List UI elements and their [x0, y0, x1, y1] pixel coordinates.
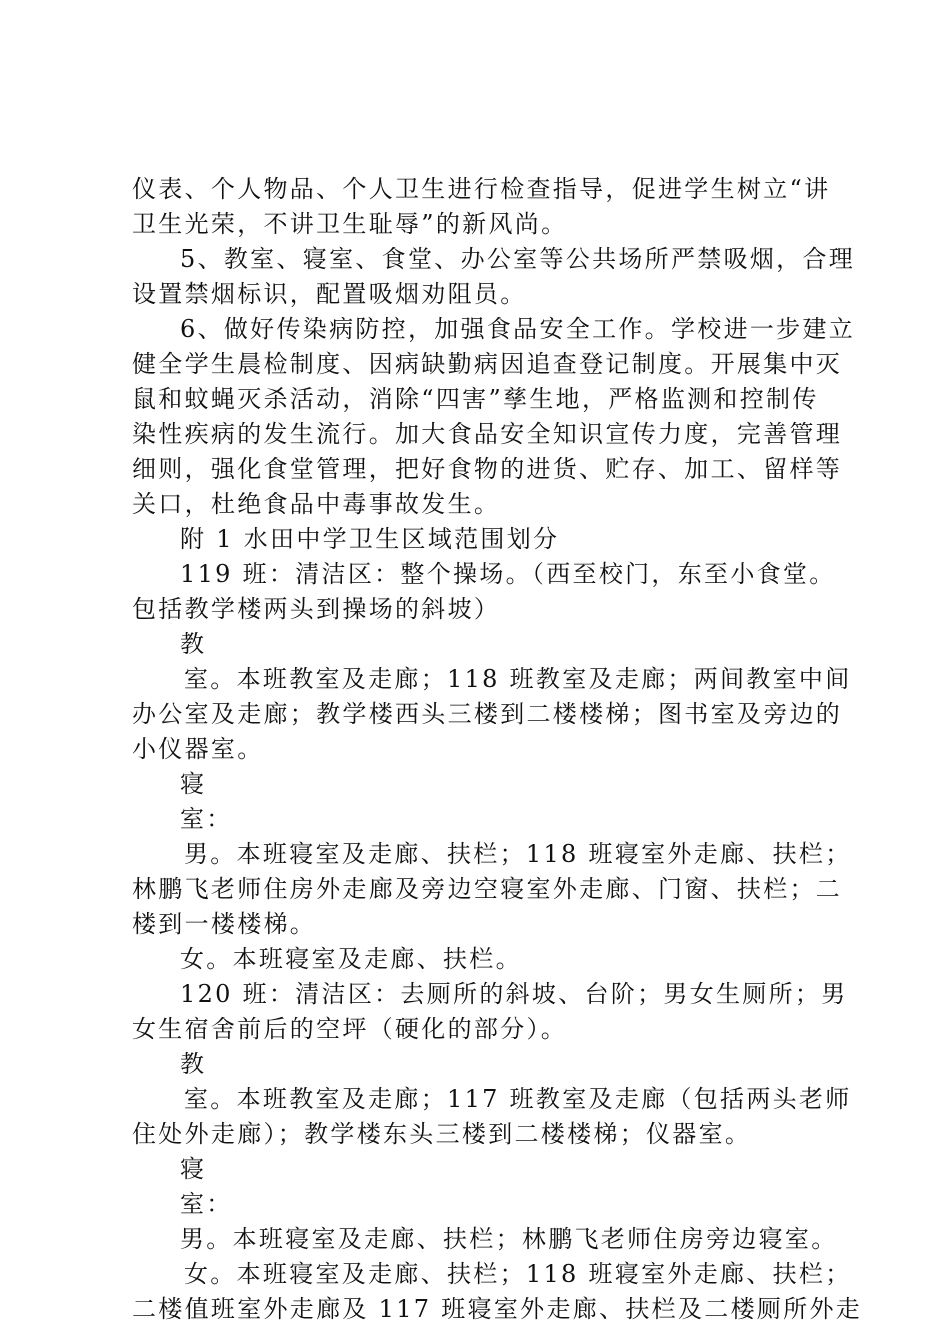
text-line: 室。本班教室及走廊；117 班教室及走廊（包括两头老师 — [184, 1085, 852, 1113]
text-line: 教 — [180, 1050, 207, 1078]
text-line: 楼到一楼楼梯。 — [132, 910, 317, 938]
text-line: 健全学生晨检制度、因病缺勤病因追查登记制度。开展集中灭 — [132, 350, 843, 378]
text-line: 女。本班寝室及走廊、扶栏；118 班寝室外走廊、扶栏； — [184, 1260, 852, 1288]
text-line: 关口，杜绝食品中毒事故发生。 — [132, 490, 501, 518]
text-line: 119 班：清洁区：整个操场。（西至校门，东至小食堂。 — [180, 560, 836, 588]
text-line: 120 班：清洁区：去厕所的斜坡、台阶；男女生厕所；男 — [180, 980, 848, 1008]
text-line: 林鹏飞老师住房外走廊及旁边空寝室外走廊、门窗、扶栏；二 — [132, 875, 843, 903]
document-body — [132, 172, 863, 1327]
text-line: 办公室及走廊；教学楼西头三楼到二楼楼梯；图书室及旁边的 — [132, 700, 843, 728]
text-line: 二楼值班室外走廊及 117 班寝室外走廊、扶栏及二楼厕所外走 — [132, 1295, 863, 1323]
text-line: 染性疾病的发生流行。加大食品安全知识宣传力度，完善管理 — [132, 420, 843, 448]
text-line: 卫生光荣，不讲卫生耻辱”的新风尚。 — [132, 210, 568, 238]
text-line: 5、教室、寝室、食堂、办公室等公共场所严禁吸烟，合理 — [180, 245, 856, 273]
text-line: 仪表、个人物品、个人卫生进行检查指导，促进学生树立“讲 — [132, 175, 831, 203]
text-line: 男。本班寝室及走廊、扶栏；林鹏飞老师住房旁边寝室。 — [180, 1225, 838, 1253]
text-line: 住处外走廊）；教学楼东头三楼到二楼楼梯；仪器室。 — [132, 1120, 752, 1148]
text-line: 寝 — [180, 770, 207, 798]
text-line: 室： — [180, 1190, 233, 1218]
text-line: 女。本班寝室及走廊、扶栏。 — [180, 945, 522, 973]
text-line: 女生宿舍前后的空坪（硬化的部分）。 — [132, 1015, 568, 1043]
text-line: 小仪器室。 — [132, 735, 264, 763]
appendix-heading: 附 1 水田中学卫生区域范围划分 — [180, 525, 560, 553]
text-line: 鼠和蚊蝇灭杀活动，消除“四害”孳生地，严格监测和控制传 — [132, 385, 819, 413]
text-line: 寝 — [180, 1155, 207, 1183]
text-line: 细则，强化食堂管理，把好食物的进货、贮存、加工、留样等 — [132, 455, 843, 483]
text-line: 6、做好传染病防控，加强食品安全工作。学校进一步建立 — [180, 315, 856, 343]
text-line: 包括教学楼两头到操场的斜坡） — [132, 595, 501, 623]
text-line: 室。本班教室及走廊；118 班教室及走廊；两间教室中间 — [184, 665, 852, 693]
text-line: 室： — [180, 805, 233, 833]
text-line: 男。本班寝室及走廊、扶栏；118 班寝室外走廊、扶栏； — [184, 840, 852, 868]
text-line: 设置禁烟标识，配置吸烟劝阻员。 — [132, 280, 527, 308]
text-line: 教 — [180, 630, 207, 658]
